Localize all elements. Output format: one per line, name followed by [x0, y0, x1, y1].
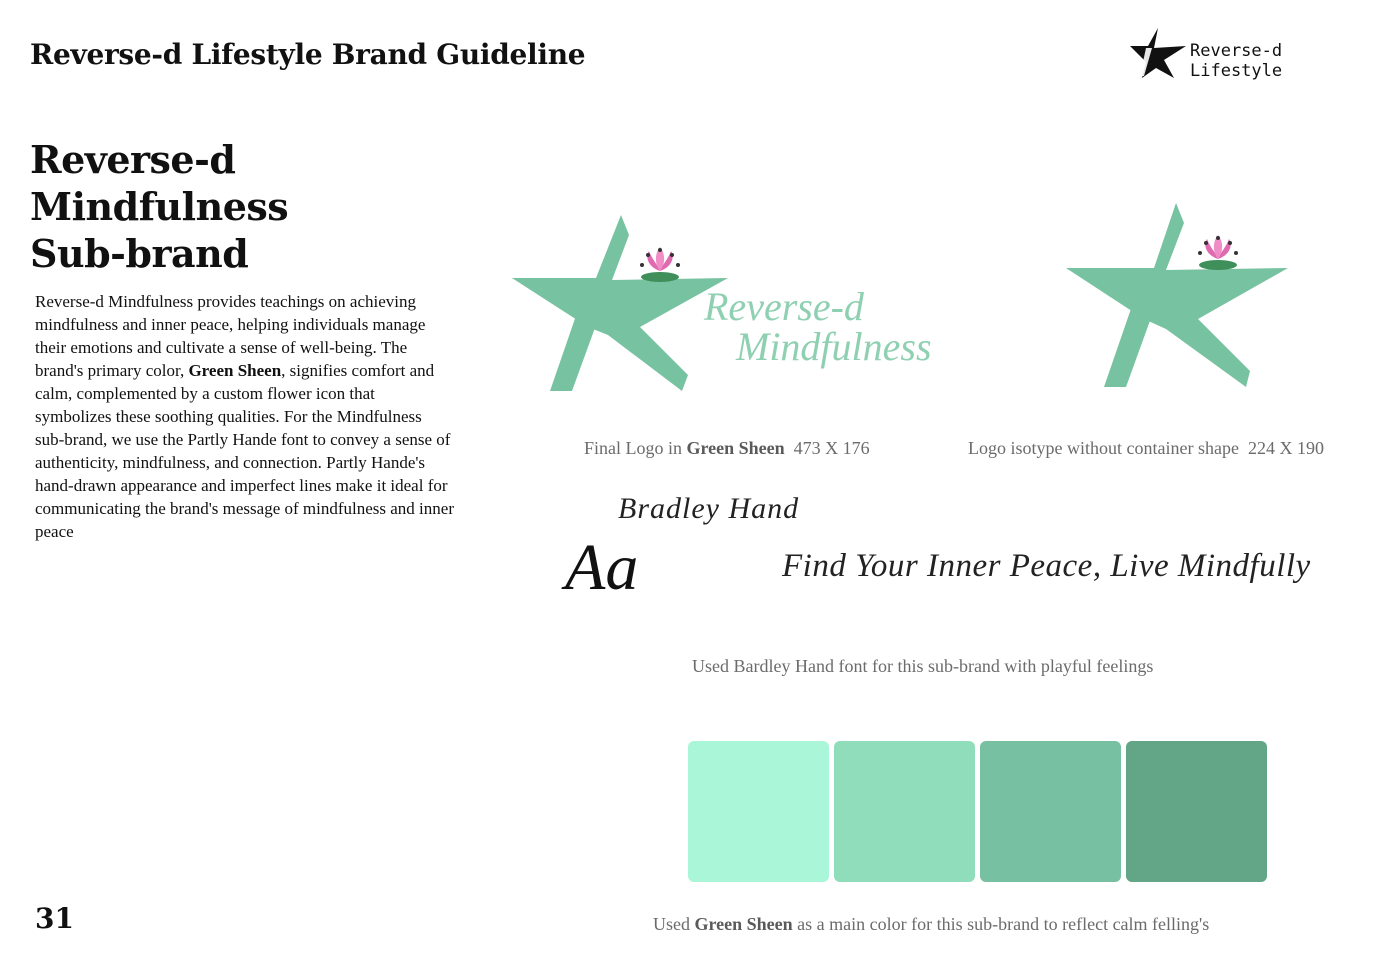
palette-caption-suffix: as a main color for this sub-brand to reflect calm felling's — [792, 914, 1210, 934]
description-color-name: Green Sheen — [188, 361, 282, 380]
palette-caption-color-name: Green Sheen — [694, 914, 793, 934]
tagline-sample: Find Your Inner Peace, Live Mindfully — [782, 548, 1311, 584]
final-logo-size: 473 X 176 — [793, 438, 870, 458]
color-palette — [688, 741, 1267, 882]
palette-caption — [653, 914, 1209, 935]
reverse-d-lifestyle-logo — [1128, 26, 1338, 84]
font-caption: Used Bardley Hand font for this sub-brand with playful feelings — [692, 656, 1154, 676]
isotype-caption-text: Logo isotype without container shape — [968, 438, 1239, 458]
guideline-title: Reverse-d Lifestyle Brand Guideline — [30, 38, 586, 71]
heading-line-1: Reverse-d — [30, 137, 236, 182]
font-sample-glyphs: Aa — [565, 531, 639, 604]
lotus-flower-icon — [640, 247, 680, 282]
logo-text-line2: Lifestyle — [1190, 61, 1283, 81]
caption-color-name: Green Sheen — [686, 438, 785, 458]
description-part-1: Reverse-d Mindfulness provides teachings on achieving mindfulness and inner peace, helping individuals manage their emotions and cultivate a sense of well-being. The brand's primary color, — [35, 292, 426, 380]
subbrand-description — [35, 290, 455, 543]
logo-text-line1: Reverse-d — [1190, 41, 1283, 61]
caption-prefix: Final Logo in — [584, 438, 687, 458]
final-logo-caption — [584, 438, 870, 459]
heading-line-3: Sub-brand — [30, 231, 249, 276]
palette-caption-prefix: Used — [653, 914, 695, 934]
final-logo-text-line2: Mindfulness — [736, 324, 932, 369]
isotype-lotus-icon — [1198, 235, 1238, 270]
final-logo-text-line1: Reverse-d — [704, 284, 864, 329]
heading-line-2: Mindfulness — [30, 184, 289, 229]
font-name: Bradley Hand — [618, 492, 800, 525]
color-swatch-1 — [688, 741, 829, 882]
color-swatch-4 — [1126, 741, 1267, 882]
description-part-2: , signifies comfort and calm, complemented by a custom flower icon that symbolizes these soothing qualities. For the Mindfulness sub-brand, we use the Partly Hande font to convey a sense of authenticity, mindfulness, and connection. Partly Hande's hand-drawn appearance and imperfect lines make it ideal for communicating the brand's message of mindfulness and inner peace — [35, 361, 454, 541]
color-swatch-3 — [980, 741, 1121, 882]
page-number: 31 — [35, 902, 74, 935]
isotype-caption — [968, 438, 1324, 459]
isotype-star-icon — [1066, 203, 1288, 387]
logo-star-mark — [1130, 28, 1186, 78]
final-logo-green-sheen — [508, 205, 988, 400]
star-mark-icon — [512, 215, 728, 391]
isotype-size: 224 X 190 — [1247, 438, 1324, 458]
logo-isotype — [1062, 195, 1292, 395]
subbrand-heading — [30, 136, 288, 277]
color-swatch-2 — [834, 741, 975, 882]
